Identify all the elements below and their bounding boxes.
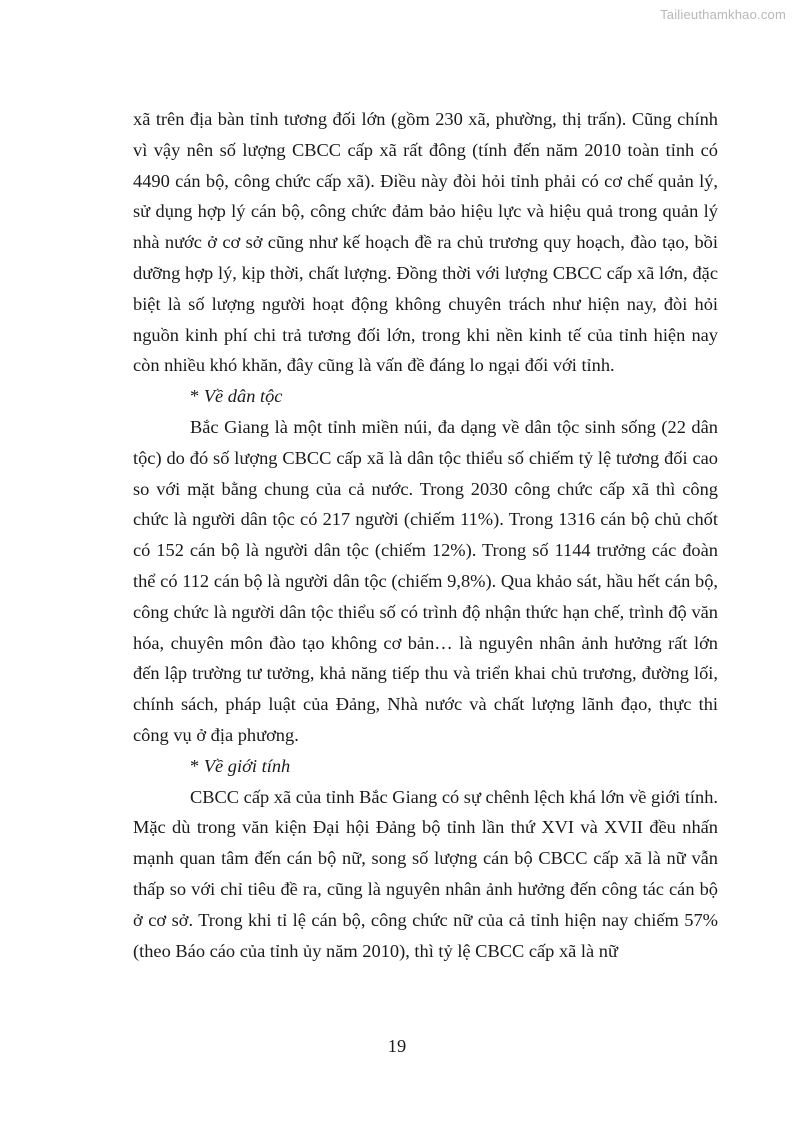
heading-text: Về dân tộc: [203, 386, 283, 407]
page-number: 19: [387, 1036, 407, 1056]
heading-bullet: *: [190, 386, 200, 407]
paragraph-ethnicity: Bắc Giang là một tỉnh miền núi, đa dạng về dân tộc sinh sống (22 dân tộc) do đó số lượng CBCC cấp xã là dân tộc thiểu số chiếm tỷ lệ tương đối cao so với mặt bằng chung của cả nước. Trong 2030 công chức cấp xã thì công chức là người dân tộc có 217 người (chiếm 11%). Trong 1316 cán bộ chủ chốt có 152 cán bộ là người dân tộc (chiếm 12%). Trong số 1144 trưởng các đoàn thể có 112 cán bộ là người dân tộc (chiếm 9,8%). Qua khảo sát, hầu hết cán bộ, công chức là người dân tộc thiểu số có trình độ nhận thức hạn chế, trình độ văn hóa, chuyên môn đào tạo không cơ bản… là nguyên nhân ảnh hưởng rất lớn đến lập trường tư tưởng, khả năng tiếp thu và triển khai chủ trương, đường lối, chính sách, pháp luật của Đảng, Nhà nước và chất lượng lãnh đạo, thực thi công vụ ở địa phương.: [133, 416, 718, 745]
document-body: [133, 104, 718, 966]
heading-text: Về giới tính: [203, 755, 291, 776]
watermark: Tailieuthamkhao.com: [660, 7, 786, 22]
heading-bullet: *: [190, 755, 200, 776]
section-heading-gender: [133, 751, 718, 782]
section-heading-ethnicity: [133, 381, 718, 412]
paragraph-gender: CBCC cấp xã của tỉnh Bắc Giang có sự chênh lệch khá lớn về giới tính. Mặc dù trong văn kiện Đại hội Đảng bộ tỉnh lần thứ XVI và XVII đều nhấn mạnh quan tâm đến cán bộ nữ, song số lượng cán bộ CBCC cấp xã là nữ vẫn thấp so với chỉ tiêu đề ra, cũng là nguyên nhân ảnh hưởng đến công tác cán bộ ở cơ sở. Trong khi tỉ lệ cán bộ, công chức nữ của cả tỉnh hiện nay chiếm 57% (theo Báo cáo của tỉnh ủy năm 2010), thì tỷ lệ CBCC cấp xã là nữ: [133, 786, 718, 961]
paragraph-intro: xã trên địa bàn tỉnh tương đối lớn (gồm 230 xã, phường, thị trấn). Cũng chính vì vậy nên số lượng CBCC cấp xã rất đông (tính đến năm 2010 toàn tỉnh có 4490 cán bộ, công chức cấp xã). Điều này đòi hỏi tỉnh phải có cơ chế quản lý, sử dụng hợp lý cán bộ, công chức đảm bảo hiệu lực và hiệu quả trong quản lý nhà nước ở cơ sở cũng như kế hoạch đề ra chủ trương quy hoạch, đào tạo, bồi dưỡng hợp lý, kịp thời, chất lượng. Đồng thời với lượng CBCC cấp xã lớn, đặc biệt là số lượng người hoạt động không chuyên trách như hiện nay, đòi hỏi nguồn kinh phí chi trả tương đối lớn, trong khi nền kinh tế của tỉnh hiện nay còn nhiều khó khăn, đây cũng là vấn đề đáng lo ngại đối với tỉnh.: [133, 109, 718, 376]
